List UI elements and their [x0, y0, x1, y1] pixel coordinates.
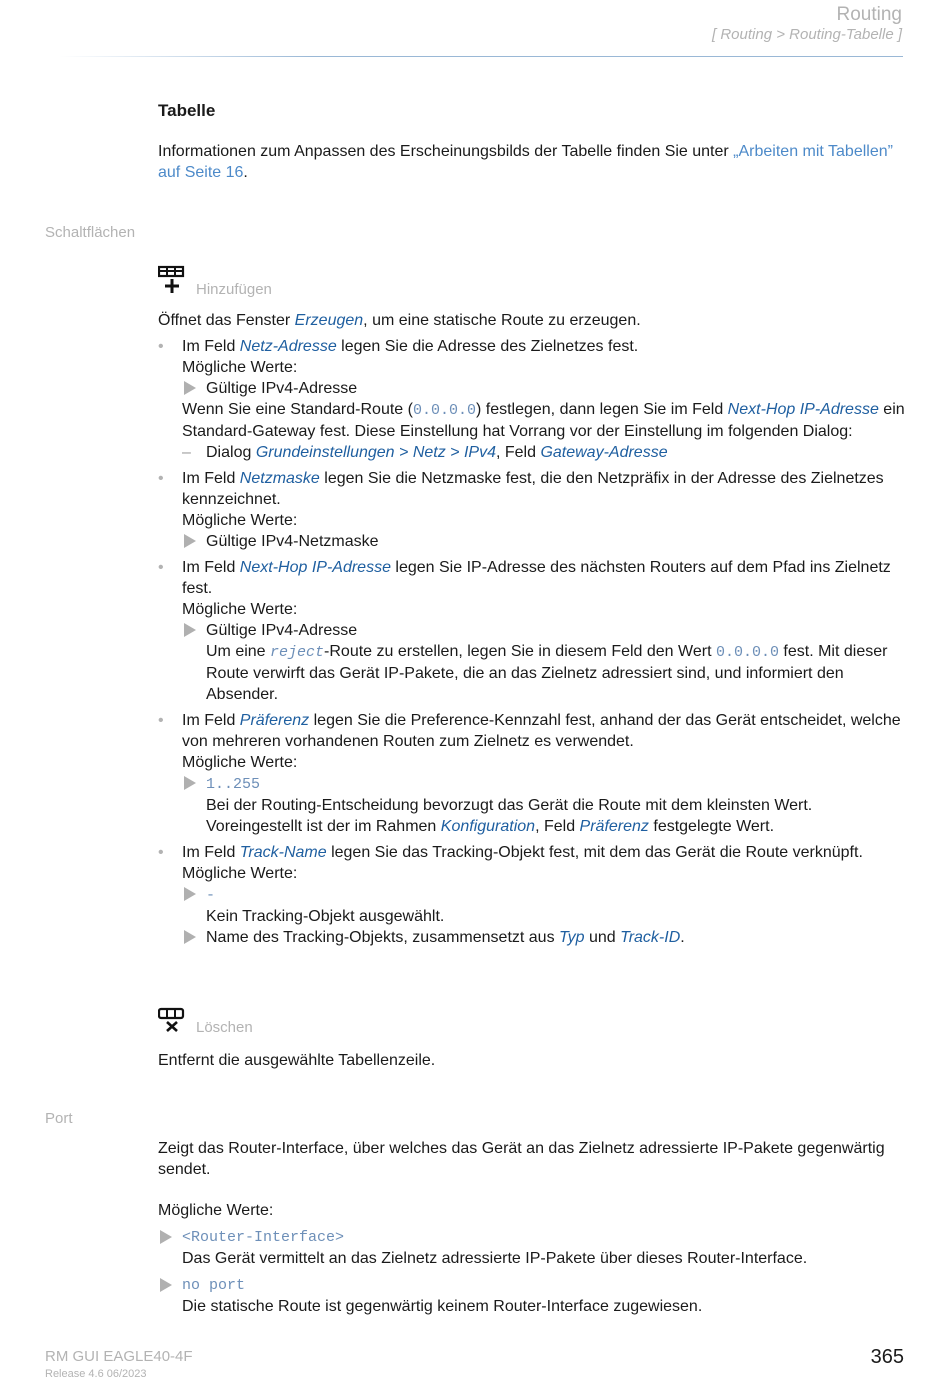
port-section	[158, 1138, 908, 1317]
list-item: • Im Feld Netz-Adresse legen Sie die Adresse des Zielnetzes fest. Mögliche Werte: Gültige IPv4-Adresse Wenn Sie eine Standard-Route (0.0.0.0) festlegen, dann legen Sie im Feld Next-Hop IP-Adresse ein Standard-Gateway fest. Diese Einstellung hat Vorrang vor der Einstellung im folgenden Dialog: – Dialog Grundeinstellungen > Netz > IPv4, Feld Gateway-Adresse	[158, 336, 908, 463]
list-item: • Im Feld Präferenz legen Sie die Preference-Kennzahl fest, anhand der das Gerät entscheidet, welche von mehreren vorhandenen Routen zum Zielnetz es verwendet. Mögliche Werte: 1..255 Bei der Routing-Entscheidung bevorzugt das Gerät die Route mit dem kleinsten Wert. Voreingestellt ist der im Rahmen Konfiguration, Feld Präferenz festgelegte Wert.	[158, 710, 908, 837]
sidebar-label-port: Port	[45, 1110, 73, 1127]
add-button-label: Hinzufügen	[196, 281, 272, 298]
footer-release: Release 4.6 06/2023	[45, 1368, 147, 1380]
breadcrumb: [ Routing > Routing-Tabelle ]	[712, 26, 902, 43]
table-section	[158, 100, 908, 183]
table-help-link[interactable]: „Arbeiten mit Tabellen” auf Seite 16	[158, 143, 893, 181]
add-button-description	[158, 310, 908, 948]
add-button-row	[158, 270, 272, 300]
list-item: • Im Feld Next-Hop IP-Adresse legen Sie IP-Adresse des nächsten Routers auf dem Pfad ins Zielnetz fest. Mögliche Werte: Gültige IPv4-Adresse Um eine reject-Route zu erstellen, legen Sie in diesem Feld den Wert 0.0.0.0 fest. Mit dieser Route verwirft das Gerät IP-Pakete, die an das Zielnetz adressiert sind, und informiert den Absender.	[158, 557, 908, 705]
add-intro: Öffnet das Fenster Erzeugen, um eine statische Route zu erzeugen.	[158, 312, 641, 329]
port-description: Zeigt das Router-Interface, über welches das Gerät an das Zielnetz adressierte IP-Pakete gegenwärtig sendet.	[158, 1140, 885, 1178]
port-value-router-interface: <Router-Interface> Das Gerät vermittelt an das Zielnetz adressierte IP-Pakete über dieses Router-Interface.	[158, 1227, 908, 1269]
footer-document-name: RM GUI EAGLE40-4F	[45, 1348, 193, 1365]
table-info-paragraph: Informationen zum Anpassen des Erscheinungsbilds der Tabelle finden Sie unter „Arbeiten mit Tabellen” auf Seite 16.	[158, 143, 893, 181]
header-title: Routing	[836, 4, 902, 25]
add-table-row-icon[interactable]	[158, 265, 186, 300]
section-heading: Tabelle	[158, 101, 216, 120]
delete-button-row	[158, 1008, 253, 1038]
port-possible-values: Mögliche Werte:	[158, 1202, 274, 1219]
list-item: • Im Feld Track-Name legen Sie das Tracking-Objekt fest, mit dem das Gerät die Route verknüpft. Mögliche Werte: - Kein Tracking-Objekt ausgewählt. Name des Tracking-Objekts, zusammensetzt aus Typ und Track-ID.	[158, 842, 908, 948]
delete-button-label: Löschen	[196, 1019, 253, 1036]
sidebar-label-buttons: Schaltflächen	[45, 224, 136, 241]
delete-button-description: Entfernt die ausgewählte Tabellenzeile.	[158, 1052, 436, 1069]
header-divider	[60, 56, 903, 57]
list-item: • Im Feld Netzmaske legen Sie die Netzmaske fest, die den Netzpräfix in der Adresse des Zielnetzes kennzeichnet. Mögliche Werte: Gültige IPv4-Netzmaske	[158, 468, 908, 552]
field-list	[158, 336, 908, 948]
port-value-no-port: no port Die statische Route ist gegenwärtig keinem Router-Interface zugewiesen.	[158, 1275, 908, 1317]
delete-table-row-icon[interactable]	[158, 1003, 186, 1038]
page-number: 365	[870, 1346, 904, 1368]
